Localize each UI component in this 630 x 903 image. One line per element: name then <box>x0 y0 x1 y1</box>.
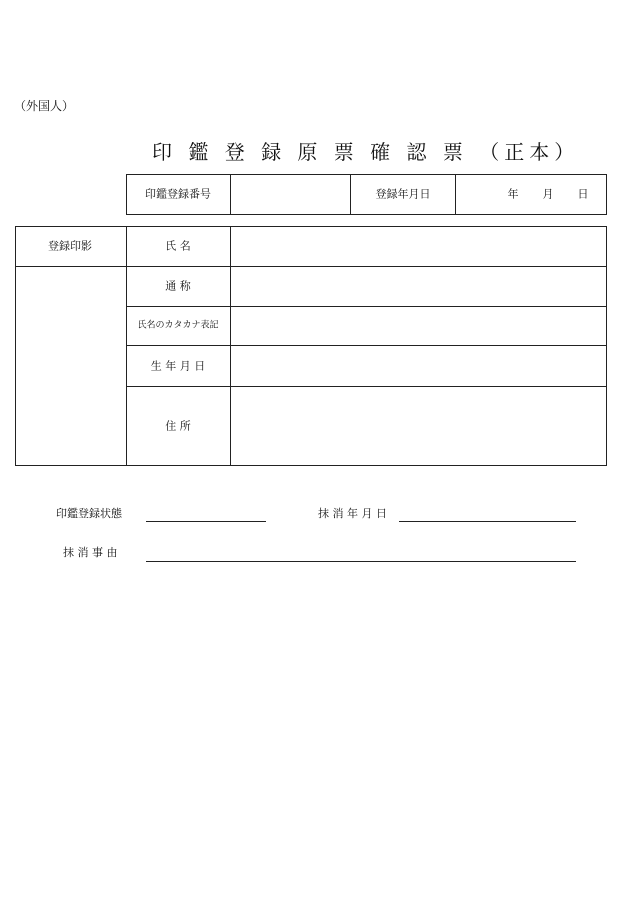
seal-impression-area[interactable] <box>16 267 126 465</box>
address-label: 住 所 <box>165 419 191 433</box>
cancellation-reason-label: 抹 消 事 由 <box>63 546 118 559</box>
date-month-label: 月 <box>542 187 554 201</box>
seal-impression-label: 登録印影 <box>48 239 92 253</box>
cancellation-date-field[interactable] <box>399 521 576 522</box>
birth-date-label: 生 年 月 日 <box>150 359 206 373</box>
alias-field[interactable] <box>231 267 606 306</box>
birth-date-field[interactable] <box>231 346 606 386</box>
registration-number-label: 印鑑登録番号 <box>145 187 211 201</box>
registration-status-field[interactable] <box>146 521 266 522</box>
registration-date-label: 登録年月日 <box>375 187 431 201</box>
category-label: （外国人） <box>14 99 75 113</box>
cancellation-date-label: 抹 消 年 月 日 <box>318 507 387 520</box>
address-field[interactable] <box>231 387 606 465</box>
katakana-name-label: 氏名のカタカナ表記 <box>137 320 219 331</box>
alias-label: 通 称 <box>165 279 191 293</box>
cancellation-reason-field[interactable] <box>146 561 576 562</box>
date-year-label: 年 <box>507 187 519 201</box>
name-field[interactable] <box>231 227 606 266</box>
katakana-name-field[interactable] <box>231 307 606 345</box>
date-day-label: 日 <box>577 187 589 201</box>
name-label: 氏 名 <box>165 239 191 253</box>
registration-status-label: 印鑑登録状態 <box>56 507 122 520</box>
page-title: 印 鑑 登 録 原 票 確 認 票 （正本） <box>152 140 580 164</box>
